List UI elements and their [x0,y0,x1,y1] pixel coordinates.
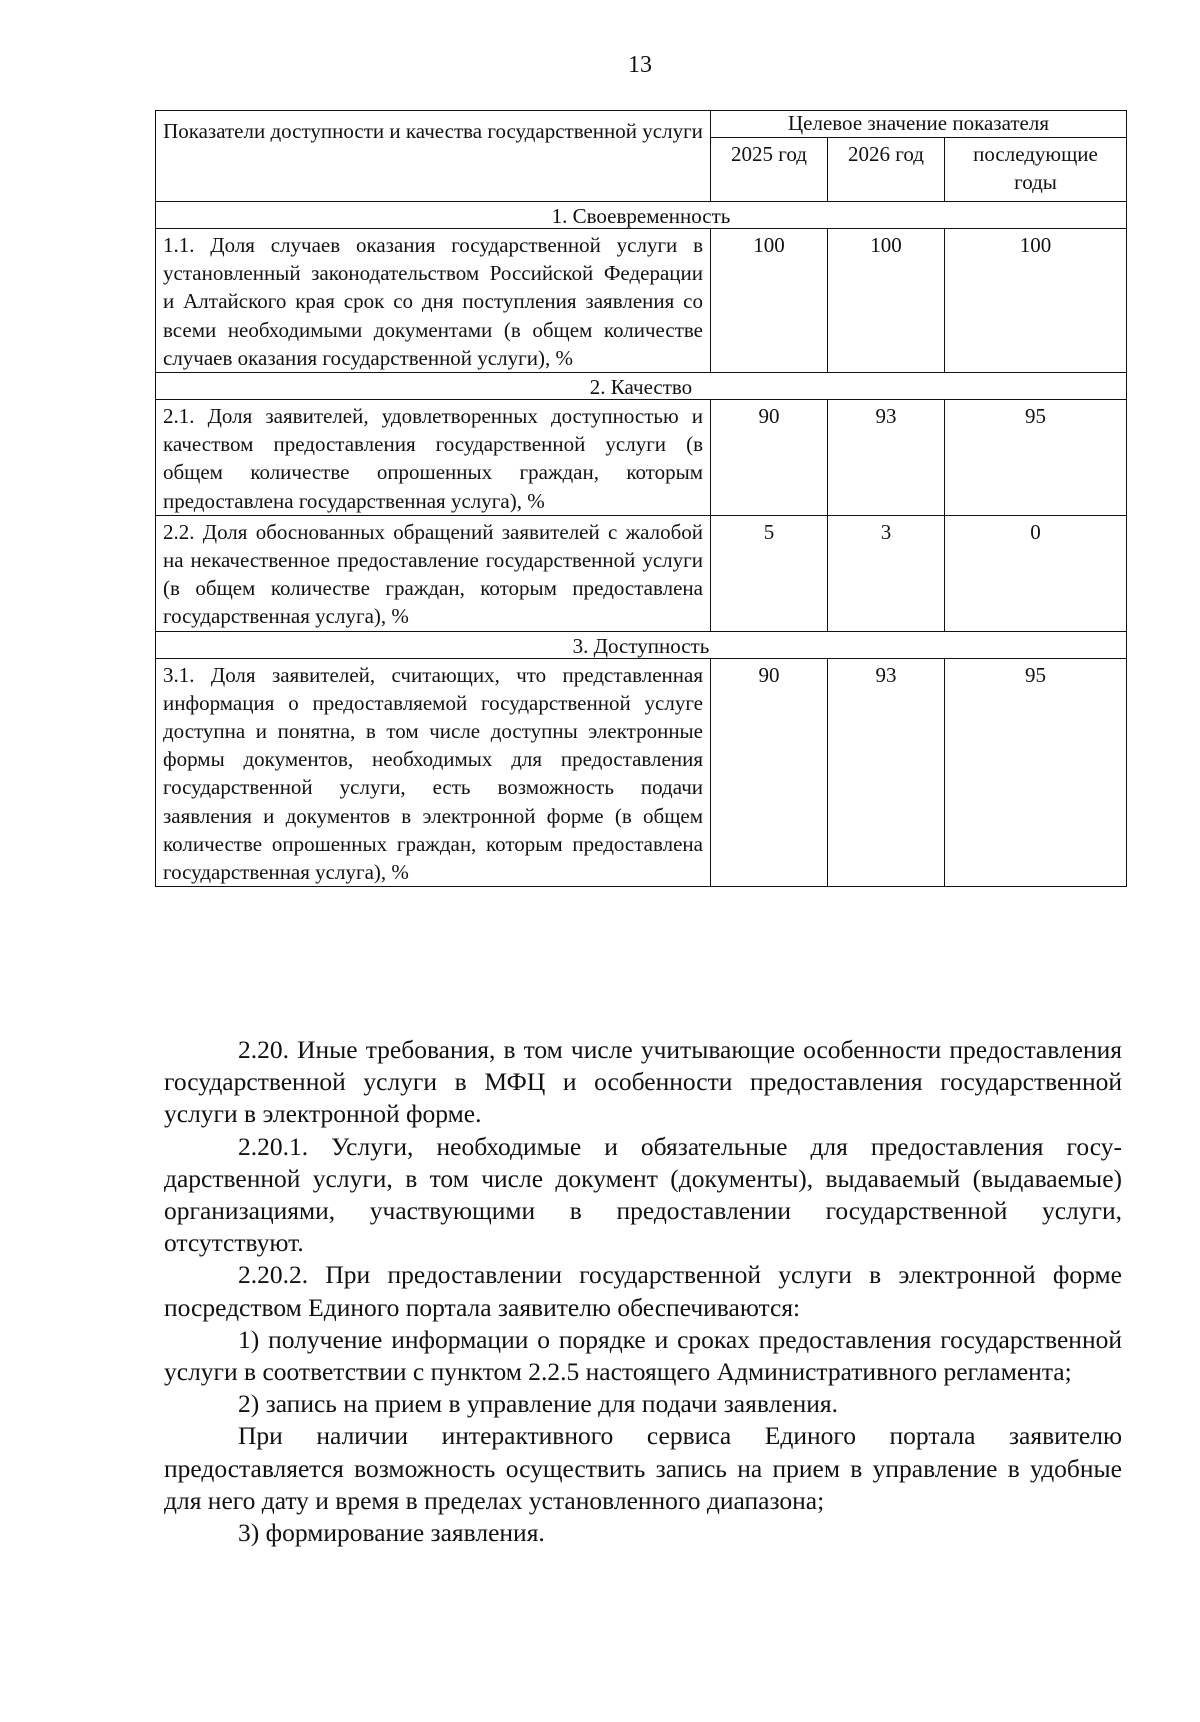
section-row [156,631,1127,658]
value-2025: 100 [711,229,828,373]
value-later: 95 [945,658,1127,887]
paragraph-interactive-service: При наличии интерактивного сервиса Единого портала заявителю предоставляется возможность осуществить запись на прием в управление в удобные для него дату и время в пределах установленного диапазона; [164,1421,1122,1515]
list-item-3: 3) формирование заявления. [238,1518,545,1548]
section-title: 2. Качество [156,373,1127,400]
table-row [156,400,1127,516]
indicator-text: 2.2. Доля обоснованных обращений заявителей с жалобой на некачественное предоставление государственной услуги (в общем количестве граждан, которым предоставлена государственная услуга), % [156,515,711,631]
value-2025: 90 [711,658,828,887]
indicators-table [155,110,1127,887]
paragraph-2-20: 2.20. Иные требования, в том числе учитывающие особенности предоставления государственной услуги в МФЦ и особенности предоставления государственной услуги в электронной форме. [164,1035,1122,1129]
table-header-row [156,111,1127,138]
value-later: 95 [945,400,1127,516]
value-2026: 100 [828,229,945,373]
table-row [156,658,1127,887]
indicator-text: 2.1. Доля заявителей, удовлетворенных доступностью и качеством предоставления государственной услуги (в общем количестве опрошенных граждан, которым предоставлена государственная услуга), % [156,400,711,516]
value-2025: 90 [711,400,828,516]
value-later: 100 [945,229,1127,373]
section-row [156,202,1127,229]
body-text [164,1034,1122,1549]
paragraph-2-20-2: 2.20.2. При предоставлении государственной услуги в электронной форме посредством Единого портала заявителю обеспечиваются: [164,1260,1122,1322]
indicator-text: 3.1. Доля заявителей, считающих, что представленная информация о предоставляемой государственной услуге доступна и понятна, в том числе доступны электронные формы документов, необходимых для предоставления государственной услуги, есть возможность подачи заявления и документов в электронной форме (в общем количестве опрошенных граждан, которым предоставлена государственная услуга), % [156,658,711,887]
page-number: 13 [628,52,652,78]
paragraph-2-20-1: 2.20.1. Услуги, необходимые и обязательные для предоставления государственной услуги, в том числе документ (документы), выдаваемый (выдаваемые) организациями, участвующими в предоставлении государственной услуги, отсутствуют. [164,1131,1122,1258]
header-target-value: Целевое значение показателя [711,111,1127,138]
indicator-text: 1.1. Доля случаев оказания государственной услуги в установленный законодательством Российской Федерации и Алтайского края срок со дня поступления заявления со всеми необходимыми документами (в общем количестве случаев оказания государственной услуги), % [156,229,711,373]
header-indicator: Показатели доступности и качества государственной услуги [156,111,711,202]
table-row [156,515,1127,631]
header-year-2025: 2025 год [711,137,828,201]
table-row [156,229,1127,373]
value-2025: 5 [711,515,828,631]
value-2026: 3 [828,515,945,631]
list-item-1: 1) получение информации о порядке и сроках предоставления государственной услуги в соответствии с пунктом 2.2.5 настоящего Административного регламента; [164,1324,1122,1387]
list-item-2: 2) запись на прием в управление для подачи заявления. [238,1389,838,1419]
header-year-2026: 2026 год [828,137,945,201]
header-later-years: последующие годы [945,137,1127,201]
value-2026: 93 [828,658,945,887]
section-row [156,373,1127,400]
value-2026: 93 [828,400,945,516]
section-title: 3. Доступность [156,631,1127,658]
section-title: 1. Своевременность [156,202,1127,229]
value-later: 0 [945,515,1127,631]
